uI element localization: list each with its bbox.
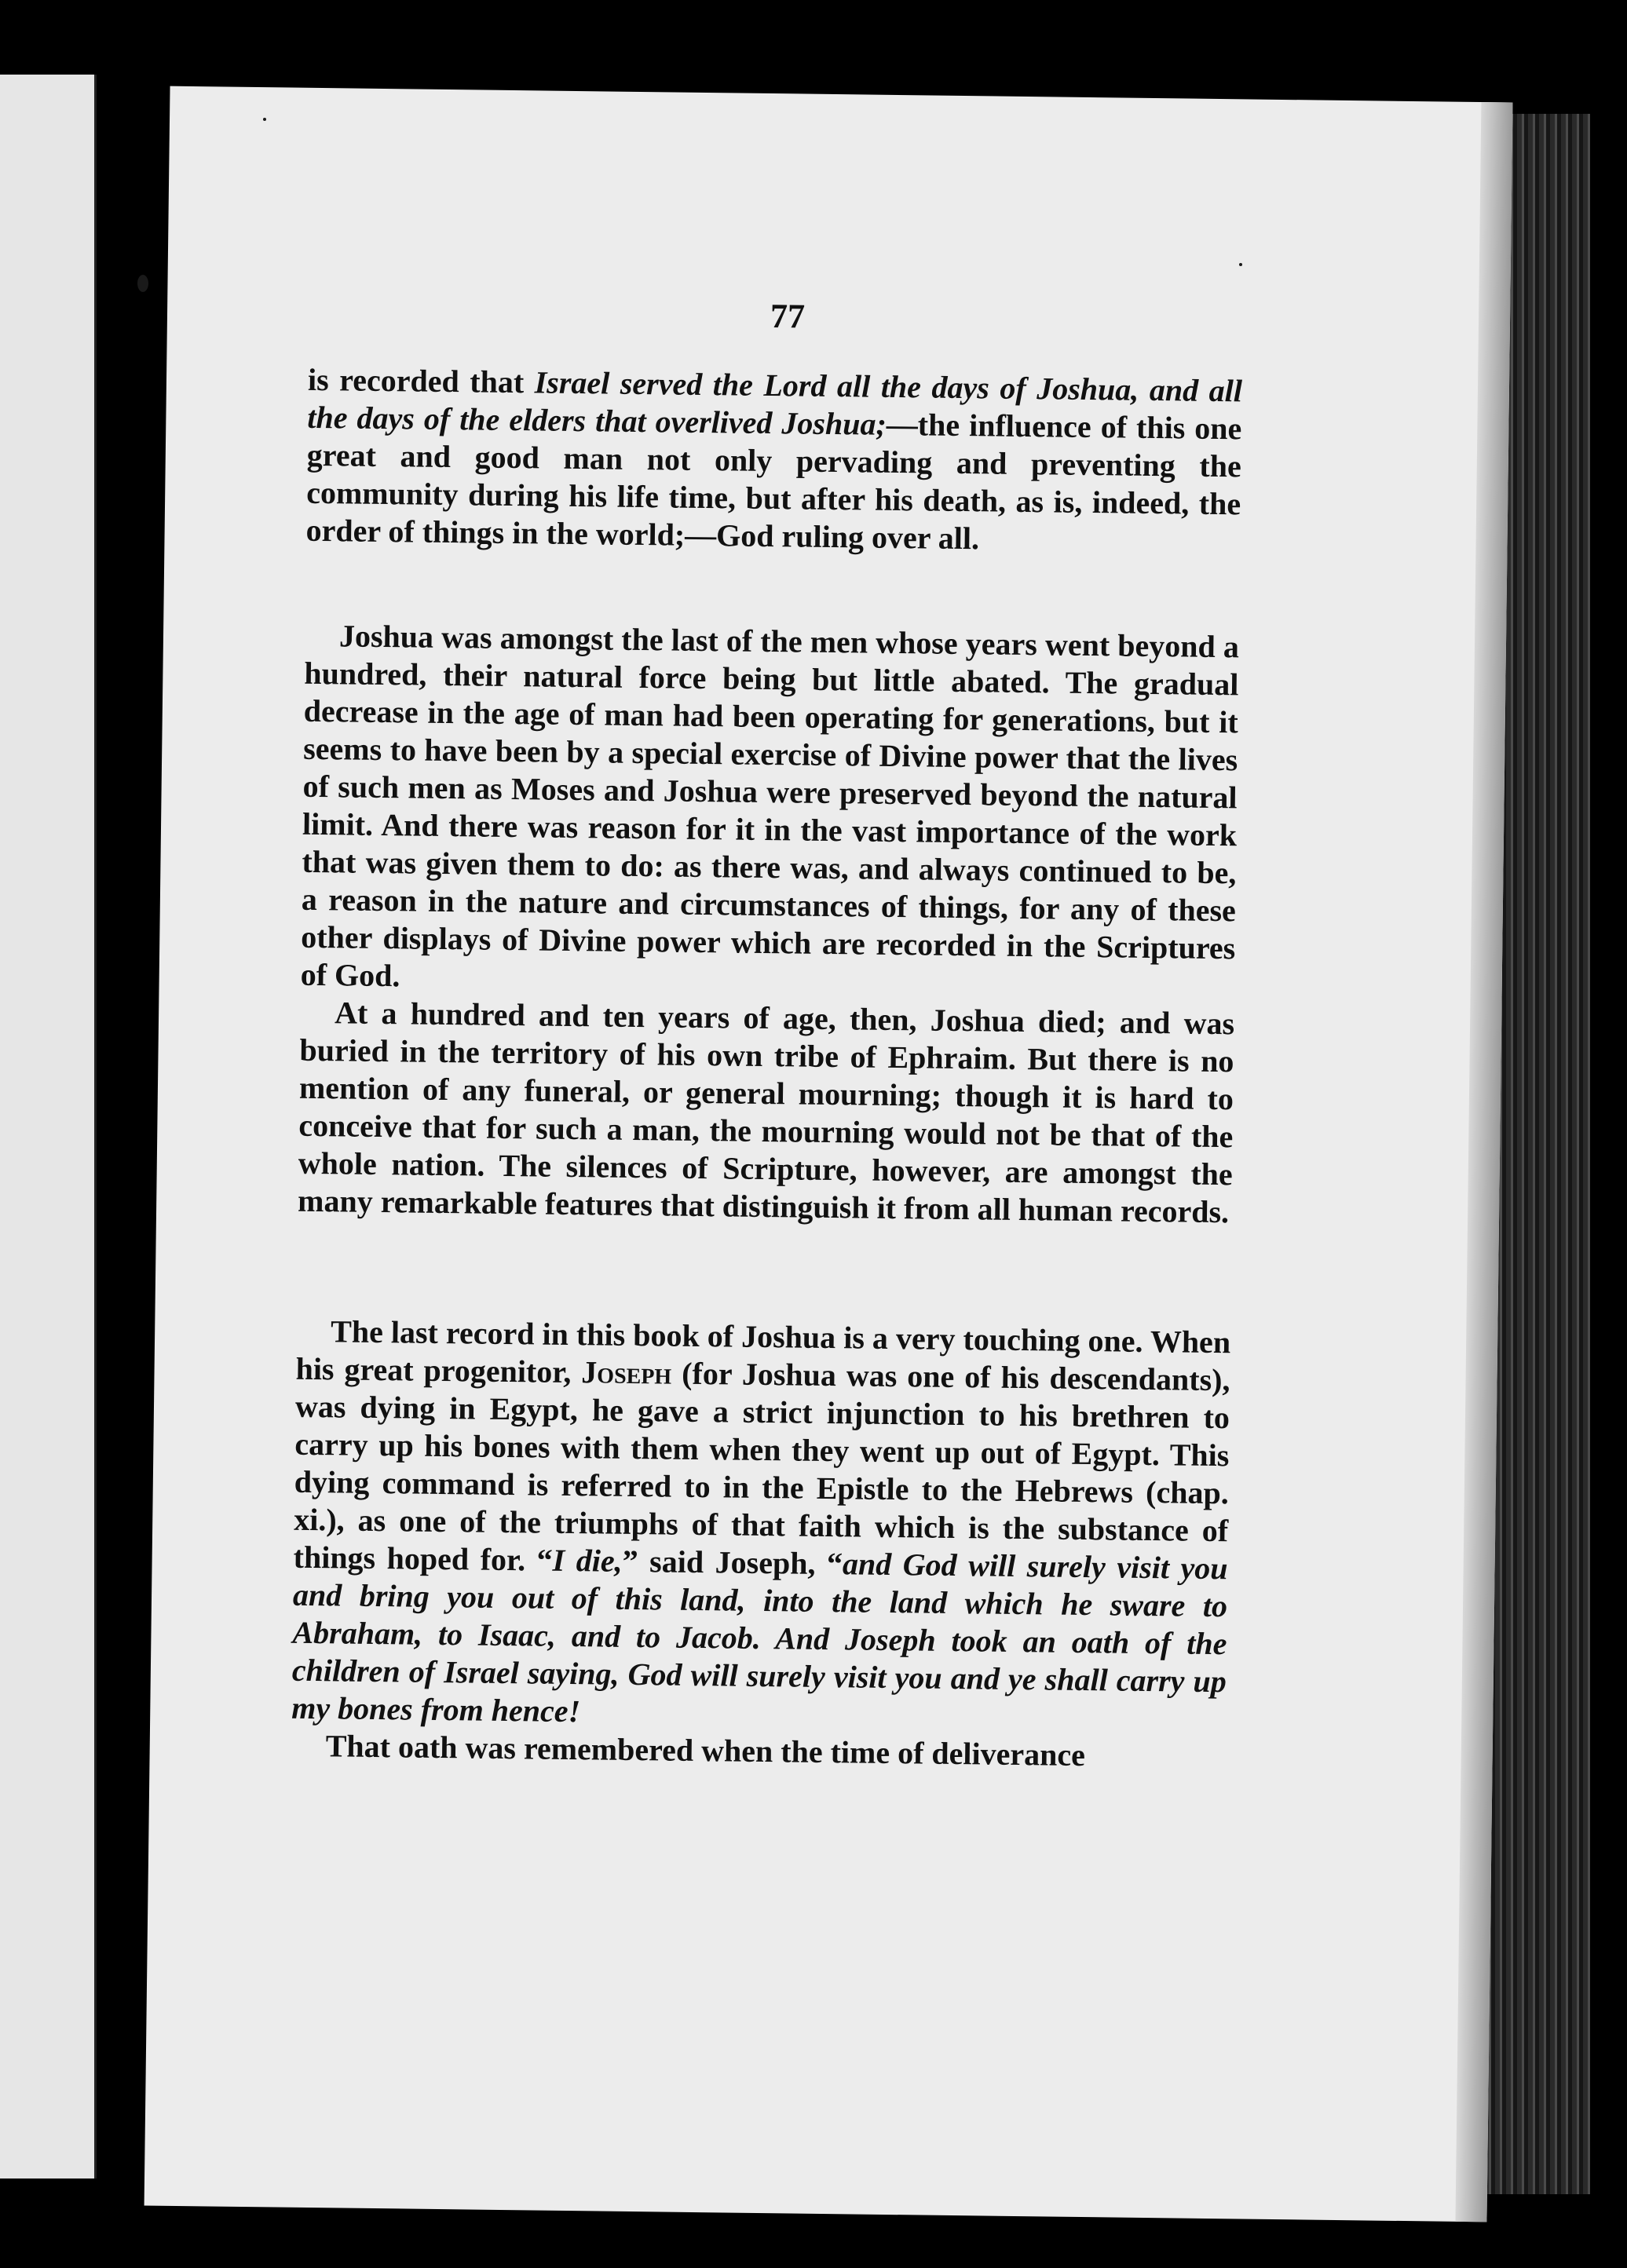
facing-page-edge: [0, 75, 97, 2179]
text-run: —the influence of this one great and good man not only pervading and preventing the community during his life time, but after his death, as is, indeed, the order of things in the world;—God ruling over all.: [305, 406, 1242, 557]
paragraph-2: [300, 617, 1239, 1006]
page-sheet: [144, 86, 1513, 2222]
scan-speck: [263, 118, 266, 121]
text-run: is recorded that: [307, 361, 536, 400]
text-run: ” said Joseph, “: [622, 1543, 843, 1582]
text-run: (for Joshua was one of his descendants), was dying in Egypt, he gave a strict injunction to his brethren to carry up his bones with them when they went up out of Egypt. This dying command is referred to in the Epistle to the Hebrews (chap. xi.), as one of the triumphs of that faith which is the substance of things hoped for. “: [293, 1355, 1230, 1578]
scan-speck: [137, 275, 148, 292]
text-run: Joshua was amongst the last of the men whose years went beyond a hundred, their natural force being but little abated. The gradual decrease in the age of man had been operating for generations, but it seems to have been by a special exercise of Divine power that the lives of such men as Moses and Joshua were preserved beyond the natural limit. And there was reason for it in the vast importance of the work that was given them to do: as there was, and always continued to be, a reason in the nature and circumstances of things, for any of these other displays of Divine power which are recorded in the Scriptures of God.: [300, 618, 1240, 994]
paragraph-3: [298, 994, 1234, 1232]
page-number: 77: [770, 297, 806, 336]
text-run: The last record in this book of Joshua is a very touching one. When his great progenitor,: [295, 1313, 1231, 1390]
scan-speck: [1239, 263, 1242, 266]
small-caps-name: Joseph: [581, 1354, 672, 1391]
paragraph-4: [291, 1313, 1230, 1738]
text-run: At a hundred and ten years of age, then, Joshua died; and was buried in the territory of his own tribe of Ephraim. But there is no mention of any funeral, or general mourning; though it is hard to conceive that for such a man, the mourning would not be that of the whole nation. The silences of Scripture, however, are amongst the many remarkable features that distinguish it from all human records.: [297, 995, 1235, 1230]
italic-quote: and God will surely visit you and bring you out of this land, into the land which he sware to Abraham, to Isaac, and to Jacob. And Joseph took an oath of the children of Israel saying, God will surely visit you and ye shall carry up my bones from hence!: [291, 1546, 1228, 1729]
paragraph-1: [305, 361, 1242, 561]
italic-quote: I die,: [552, 1542, 623, 1579]
text-run: That oath was remembered when the time of deliverance: [325, 1728, 1086, 1773]
text-block: [291, 292, 1243, 1776]
italic-quote: Israel served the Lord all the days of Joshua, and all the days of the elders that overlived Joshua;: [307, 364, 1243, 442]
